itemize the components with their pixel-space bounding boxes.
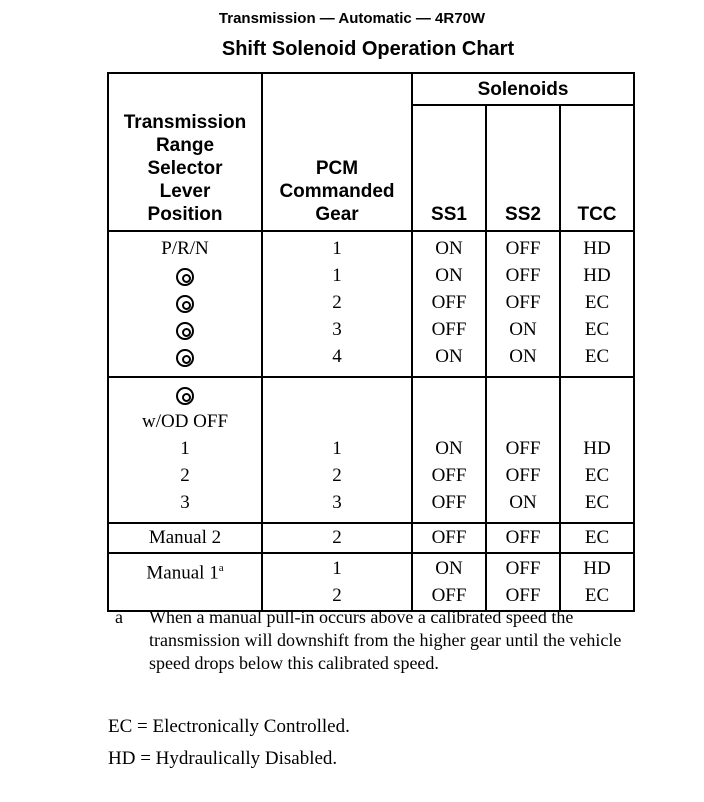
tcc-text: EC <box>584 465 610 486</box>
tcc-value <box>561 235 633 262</box>
gear-text: 4 <box>332 346 342 367</box>
header-range-line: Position <box>147 204 223 225</box>
ss2-cell <box>486 523 560 553</box>
ss2-value <box>487 435 559 462</box>
gear-text: 2 <box>332 465 342 486</box>
header-gear-line: Gear <box>315 204 359 225</box>
positions-cell <box>108 231 262 377</box>
document-title: Transmission — Automatic — 4R70W <box>218 10 486 27</box>
ss1-value <box>413 489 485 516</box>
position-text: 1 <box>180 438 190 459</box>
gear-text: 1 <box>332 558 342 579</box>
header-range-line: Transmission <box>123 112 247 133</box>
overdrive-icon <box>176 387 194 405</box>
position-text: 2 <box>180 465 190 486</box>
gear-cell <box>262 553 412 611</box>
legend-hd: HD = Hydraulically Disabled. <box>108 748 338 769</box>
overdrive-icon-row <box>109 289 261 316</box>
ss2-value <box>487 262 559 289</box>
tcc-value <box>561 343 633 370</box>
tcc-text <box>595 384 600 405</box>
ss1-text: ON <box>435 238 463 259</box>
gear-value <box>263 343 411 370</box>
ss1-text: OFF <box>431 292 467 313</box>
tcc-text: EC <box>584 319 610 340</box>
ss2-text <box>521 411 526 432</box>
ss2-text <box>521 384 526 405</box>
overdrive-icon-row <box>109 381 261 408</box>
header-ss2: SS2 <box>486 105 560 231</box>
ss1-text <box>447 411 452 432</box>
overdrive-icon-row <box>109 316 261 343</box>
tcc-text: HD <box>583 438 611 459</box>
overdrive-icon-row <box>109 343 261 370</box>
ss1-value <box>413 381 485 408</box>
tcc-value <box>561 435 633 462</box>
ss2-text: OFF <box>505 558 541 579</box>
positions-cell <box>108 377 262 523</box>
gear-value <box>263 582 411 609</box>
ss1-value <box>413 289 485 316</box>
header-ss1: SS1 <box>412 105 486 231</box>
gear-value <box>263 235 411 262</box>
tcc-value <box>561 381 633 408</box>
tcc-text: EC <box>584 492 610 513</box>
header-solenoids: Solenoids <box>412 73 634 105</box>
tcc-value <box>561 408 633 435</box>
ss2-text: ON <box>509 346 537 367</box>
header-tcc: TCC <box>560 105 634 231</box>
gear-text: 3 <box>332 319 342 340</box>
tcc-text: EC <box>584 292 610 313</box>
tcc-value <box>561 524 633 551</box>
ss1-text: OFF <box>431 527 467 548</box>
ss1-value <box>413 462 485 489</box>
ss2-cell <box>486 377 560 523</box>
ss2-value <box>487 582 559 609</box>
position-text: Manual 2 <box>148 527 222 548</box>
ss2-value <box>487 555 559 582</box>
ss2-text: ON <box>509 492 537 513</box>
tcc-value <box>561 462 633 489</box>
tcc-value <box>561 316 633 343</box>
position-value <box>109 489 261 516</box>
ss1-value <box>413 235 485 262</box>
position-text: w/OD OFF <box>141 411 229 432</box>
ss1-text: ON <box>435 346 463 367</box>
ss1-value <box>413 582 485 609</box>
ss2-value <box>487 462 559 489</box>
overdrive-icon <box>176 295 194 313</box>
position-value <box>109 435 261 462</box>
tcc-text: HD <box>583 558 611 579</box>
ss2-value <box>487 343 559 370</box>
ss2-text: OFF <box>505 527 541 548</box>
gear-text: 3 <box>332 492 342 513</box>
ss2-value <box>487 235 559 262</box>
ss1-value <box>413 408 485 435</box>
group-manual-1 <box>108 553 634 611</box>
overdrive-icon-row <box>109 262 261 289</box>
position-text: 3 <box>180 492 190 513</box>
ss1-text <box>447 384 452 405</box>
position-value <box>109 582 261 609</box>
tcc-cell <box>560 553 634 611</box>
ss1-value <box>413 262 485 289</box>
ss2-text: ON <box>509 319 537 340</box>
gear-text: 1 <box>332 438 342 459</box>
gear-value <box>263 435 411 462</box>
ss1-text: ON <box>435 438 463 459</box>
position-value <box>109 462 261 489</box>
tcc-text <box>595 411 600 432</box>
ss1-value <box>413 524 485 551</box>
ss2-text: OFF <box>505 292 541 313</box>
gear-value <box>263 262 411 289</box>
ss2-text: OFF <box>505 265 541 286</box>
ss1-text: OFF <box>431 319 467 340</box>
gear-cell <box>262 523 412 553</box>
position-text: P/R/N <box>161 238 209 259</box>
header-range-selector <box>108 73 262 231</box>
gear-cell <box>262 377 412 523</box>
ss2-cell <box>486 553 560 611</box>
tcc-value <box>561 289 633 316</box>
gear-text: 2 <box>332 527 342 548</box>
ss2-value <box>487 381 559 408</box>
position-value <box>109 235 261 262</box>
position-value <box>109 524 261 551</box>
ss1-value <box>413 316 485 343</box>
gear-text <box>335 384 340 405</box>
gear-value <box>263 489 411 516</box>
footnote-text: When a manual pull-in occurs above a calibrated speed the transmission will downshift from the higher gear until the vehicle speed drops below this calibrated speed. <box>149 607 622 673</box>
ss1-cell <box>412 231 486 377</box>
tcc-cell <box>560 231 634 377</box>
group-manual-2 <box>108 523 634 553</box>
tcc-value <box>561 582 633 609</box>
legend-ec: EC = Electronically Controlled. <box>108 716 350 737</box>
gear-value <box>263 462 411 489</box>
gear-value <box>263 408 411 435</box>
position-text <box>183 585 188 606</box>
gear-value <box>263 316 411 343</box>
gear-value <box>263 381 411 408</box>
ss1-text: ON <box>435 265 463 286</box>
ss1-value <box>413 555 485 582</box>
position-value <box>109 555 261 582</box>
overdrive-icon <box>176 268 194 286</box>
ss1-cell <box>412 377 486 523</box>
header-gear-line: Commanded <box>279 181 395 202</box>
position-value <box>109 408 261 435</box>
gear-text: 2 <box>332 292 342 313</box>
gear-text <box>335 411 340 432</box>
tcc-value <box>561 555 633 582</box>
ss2-text: OFF <box>505 238 541 259</box>
tcc-text: HD <box>583 238 611 259</box>
group-drive <box>108 231 634 377</box>
gear-text: 1 <box>332 265 342 286</box>
gear-value <box>263 289 411 316</box>
ss2-value <box>487 489 559 516</box>
position-text: Manual 1 <box>146 562 219 584</box>
header-range-line: Selector <box>147 158 223 179</box>
header-pcm-gear <box>262 73 412 231</box>
tcc-text: EC <box>584 346 610 367</box>
footnote-reference: a <box>218 562 224 574</box>
ss2-text: OFF <box>505 438 541 459</box>
tcc-cell <box>560 377 634 523</box>
ss2-cell <box>486 231 560 377</box>
ss1-text: OFF <box>431 465 467 486</box>
group-od-off <box>108 377 634 523</box>
tcc-value <box>561 489 633 516</box>
tcc-text: EC <box>584 527 610 548</box>
shift-solenoid-table <box>107 72 635 612</box>
footnote <box>115 606 645 675</box>
ss2-value <box>487 316 559 343</box>
gear-value <box>263 555 411 582</box>
ss1-cell <box>412 553 486 611</box>
positions-cell <box>108 553 262 611</box>
gear-value <box>263 524 411 551</box>
gear-text: 1 <box>332 238 342 259</box>
footnote-mark: a <box>115 607 123 627</box>
tcc-value <box>561 262 633 289</box>
ss2-text: OFF <box>505 465 541 486</box>
ss1-text: ON <box>435 558 463 579</box>
positions-cell <box>108 523 262 553</box>
chart-title: Shift Solenoid Operation Chart <box>221 38 515 60</box>
overdrive-icon <box>176 349 194 367</box>
ss2-value <box>487 408 559 435</box>
ss1-text: OFF <box>431 585 467 606</box>
gear-cell <box>262 231 412 377</box>
header-range-line: Lever <box>159 181 211 202</box>
tcc-cell <box>560 523 634 553</box>
tcc-text: HD <box>583 265 611 286</box>
ss1-cell <box>412 523 486 553</box>
overdrive-icon <box>176 322 194 340</box>
ss1-value <box>413 343 485 370</box>
gear-text: 2 <box>332 585 342 606</box>
ss2-text: OFF <box>505 585 541 606</box>
ss1-text: OFF <box>431 492 467 513</box>
ss2-value <box>487 289 559 316</box>
ss2-value <box>487 524 559 551</box>
header-gear-line: PCM <box>315 158 359 179</box>
header-range-line: Range <box>155 135 215 156</box>
ss1-value <box>413 435 485 462</box>
tcc-text: EC <box>584 585 610 606</box>
